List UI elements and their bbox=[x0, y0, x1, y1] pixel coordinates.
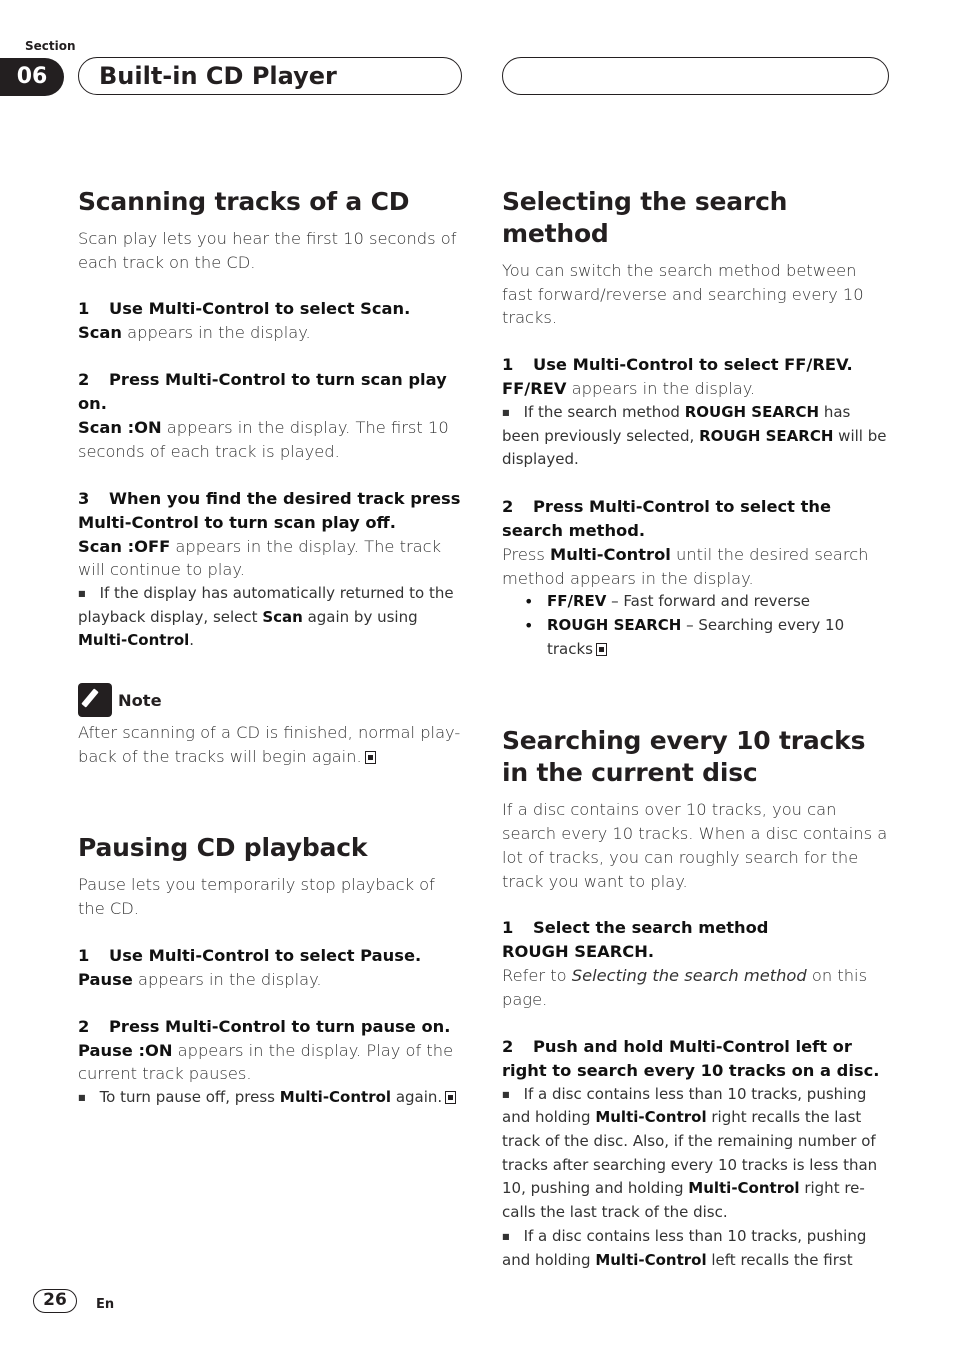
scan-step-1: 1 Use Multi-Control to select Scan. bbox=[78, 299, 411, 319]
scan-step-3-result: Scan :OFF appears in the display. The track will continue to play. bbox=[78, 536, 442, 580]
pause-step-2-tip: ■ To turn pause off, press Multi-Control again. bbox=[78, 1086, 463, 1110]
method-option-rough: • ROUGH SEARCH – Searching every 10 tracks bbox=[502, 614, 890, 661]
pencil-note-icon bbox=[78, 683, 112, 717]
right-column bbox=[502, 186, 890, 1272]
end-mark-icon bbox=[596, 643, 607, 656]
scan-heading: Scanning tracks of a CD bbox=[78, 187, 410, 216]
pause-heading: Pausing CD playback bbox=[78, 833, 368, 863]
chapter-title-pill bbox=[78, 57, 462, 95]
every10-step-2-tip-2: ■ If a disc contains less than 10 tracks, pushing and holding Multi-Control left recalls the first bbox=[502, 1225, 890, 1272]
end-mark-icon bbox=[445, 1091, 456, 1104]
note-text: After scanning of a CD is finished, normal play-back of the tracks will begin again. bbox=[78, 723, 461, 766]
scan-step-2-result: Scan :ON appears in the display. The first 10 seconds of each track is played. bbox=[78, 418, 449, 461]
method-step-1-tip: ■ If the search method ROUGH SEARCH has been previously selected, ROUGH SEARCH will be displayed. bbox=[502, 401, 890, 472]
scan-step-1-result: Scan appears in the display. bbox=[78, 323, 311, 343]
section-number-badge: 06 bbox=[0, 58, 64, 96]
scan-step-2: 2 Press Multi-Control to turn scan play on. bbox=[78, 370, 447, 414]
pause-step-1: 1 Use Multi-Control to select Pause. bbox=[78, 945, 422, 965]
left-column bbox=[78, 186, 463, 1110]
method-heading: Selecting the search method bbox=[502, 187, 788, 248]
every10-step-1-result: Refer to Selecting the search method on this page. bbox=[502, 966, 868, 1009]
chapter-title: Built-in CD Player bbox=[99, 62, 337, 90]
scan-step-3-tip: ■ If the display has automatically returned to the playback display, select Scan again by using Multi-Control. bbox=[78, 582, 463, 653]
every10-step-1: 1 Select the search method ROUGH SEARCH. bbox=[502, 918, 769, 962]
pause-intro: Pause lets you temporarily stop playback of the CD. bbox=[78, 875, 435, 919]
every10-heading: Searching every 10 tracks in the current disc bbox=[502, 726, 866, 788]
empty-header-pill bbox=[502, 57, 889, 95]
scan-step-3: 3 When you find the desired track press Multi-Control to turn scan play off. bbox=[78, 488, 461, 532]
pause-step-2: 2 Press Multi-Control to turn pause on. bbox=[78, 1016, 451, 1036]
pause-step-1-result: Pause appears in the display. bbox=[78, 969, 322, 989]
method-step-1-result: FF/REV appears in the display. bbox=[502, 379, 756, 399]
section-label: Section bbox=[25, 39, 76, 53]
language-label: En bbox=[96, 1297, 115, 1312]
method-step-2-result: Press Multi-Control until the desired search method appears in the display. bbox=[502, 544, 869, 588]
every10-step-2: 2 Push and hold Multi-Control left or right to search every 10 tracks on a disc. bbox=[502, 1036, 880, 1080]
method-step-2: 2 Press Multi-Control to select the search method. bbox=[502, 496, 832, 540]
pause-step-2-result: Pause :ON appears in the display. Play of the current track pauses. bbox=[78, 1040, 454, 1084]
note-header: Note bbox=[78, 683, 463, 717]
end-mark-icon bbox=[365, 751, 376, 764]
method-option-ffrev: • FF/REV – Fast forward and reverse bbox=[502, 590, 890, 614]
method-intro: You can switch the search method between fast forward/reverse and searching every 10 tracks. bbox=[502, 261, 864, 328]
scan-intro: Scan play lets you hear the first 10 seconds of each track on the CD. bbox=[78, 229, 457, 272]
method-step-1: 1 Use Multi-Control to select FF/REV. bbox=[502, 355, 853, 375]
every10-intro: If a disc contains over 10 tracks, you can search every 10 tracks. When a disc contains a lot of tracks, you can roughly search for the track you want to play. bbox=[502, 800, 888, 891]
every10-step-2-tip-1: ■ If a disc contains less than 10 tracks, pushing and holding Multi-Control right recalls the last track of the disc. Also, if the remaining number of tracks after searching every 10 tracks is less than 10, pushing and holding Multi-Control right re-calls the last track of the disc. bbox=[502, 1083, 890, 1225]
page-number: 26 bbox=[33, 1289, 77, 1313]
